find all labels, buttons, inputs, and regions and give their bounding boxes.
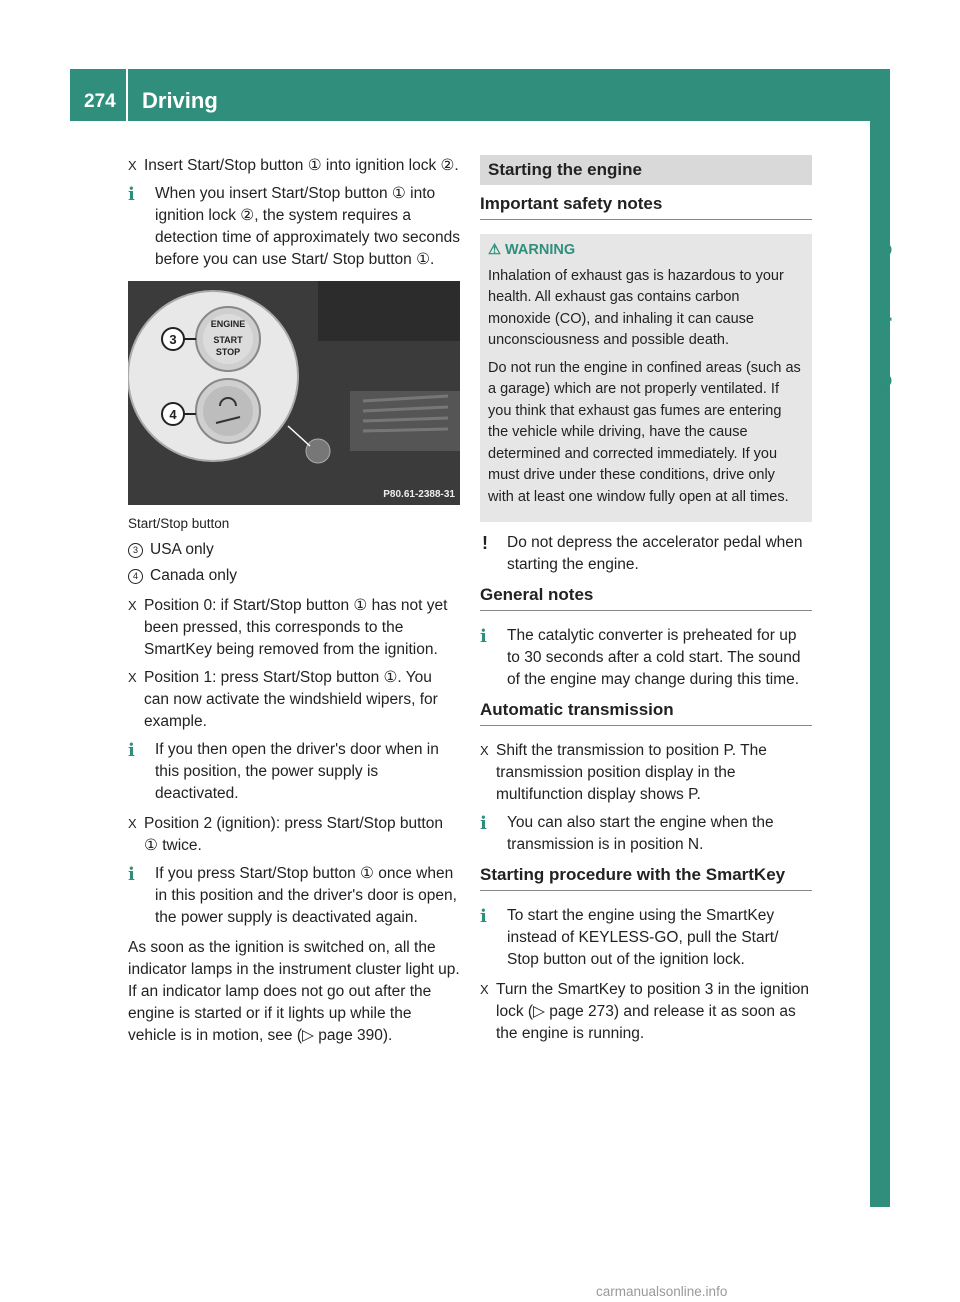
step-arrow-icon: X: [480, 982, 489, 997]
info-text: The catalytic converter is preheated for up to 30 seconds after a cold start. The sound of the engine may change during this time.: [507, 627, 801, 688]
side-tab-label: Driving and parking: [867, 242, 892, 450]
heading-automatic-transmission: Automatic transmission: [480, 699, 812, 726]
right-column: [480, 155, 812, 1051]
instruction-step: [480, 979, 812, 1045]
info-note: [128, 183, 460, 271]
stop-label: STOP: [215, 347, 241, 357]
step-arrow-icon: X: [128, 598, 137, 613]
step-arrow-icon: X: [480, 743, 489, 758]
caution-note: [480, 532, 812, 576]
step-arrow-icon: X: [128, 816, 137, 831]
step-text: Insert Start/Stop button ① into ignition lock ②.: [144, 157, 459, 174]
start-stop-photo: [128, 281, 460, 505]
warning-title-text: WARNING: [505, 242, 576, 258]
legend-item-3: [128, 539, 460, 561]
start-stop-figure: [128, 281, 460, 505]
info-text: You can also start the engine when the transmission is in position N.: [507, 814, 774, 853]
callout-3: 3: [169, 332, 177, 347]
step-text: Position 1: press Start/Stop button ①. You can now activate the windshield wipers, for example.: [144, 669, 438, 730]
info-text: If you press Start/Stop button ① once when in this position and the driver's door is open, the power supply is deactivated again.: [155, 865, 457, 926]
engine-label: ENGINE: [210, 319, 246, 329]
section-title: Driving: [142, 88, 218, 113]
info-icon: i: [128, 740, 135, 761]
legend-text: USA only: [150, 541, 214, 558]
header-divider: [126, 69, 128, 121]
legend-item-4: [128, 565, 460, 587]
page-number: 274: [84, 91, 116, 112]
instruction-step: [480, 740, 812, 806]
watermark-link[interactable]: carmanualsonline.info: [596, 1284, 728, 1299]
instruction-step: [128, 813, 460, 857]
warning-paragraph: Inhalation of exhaust gas is hazardous to your health. All exhaust gas contains carbon monoxide (CO), and inhaling it can cause unconsciousness and possible death.: [488, 267, 784, 348]
info-text: To start the engine using the SmartKey instead of KEYLESS-GO, pull the Start/ Stop button out of the ignition lock.: [507, 907, 779, 968]
step-text: Shift the transmission to position P. The transmission position display in the multifunction display shows P.: [496, 742, 767, 803]
info-note: [480, 625, 812, 691]
heading-safety-notes: Important safety notes: [480, 193, 812, 220]
info-note: [480, 905, 812, 971]
left-column: [128, 155, 460, 1055]
heading-general-notes: General notes: [480, 584, 812, 611]
callout-circle-icon: 3: [128, 543, 143, 558]
figure-code: P80.61-2388-31: [383, 489, 455, 500]
body-paragraph: As soon as the ignition is switched on, all the indicator lamps in the instrument cluster light up. If an indicator lamp does not go out after the engine is started or if it lights up while the vehicle is in motion, see (▷ page 390).: [128, 939, 460, 1044]
callout-circle-icon: 4: [128, 569, 143, 584]
figure-caption: Start/Stop button: [128, 516, 230, 531]
info-icon: i: [128, 184, 135, 205]
callout-4: 4: [169, 407, 177, 422]
step-arrow-icon: X: [128, 670, 137, 685]
info-icon: i: [128, 864, 135, 885]
instruction-step: [128, 595, 460, 661]
step-text: Turn the SmartKey to position 3 in the ignition lock (▷ page 273) and release it as soon as the engine is running.: [496, 981, 810, 1042]
section-bar-title: Starting the engine: [480, 155, 812, 185]
info-text: When you insert Start/Stop button ① into ignition lock ②, the system requires a detection time of approximately two seconds before you can use Start/ Stop button ①.: [155, 185, 460, 268]
legend-text: Canada only: [150, 567, 238, 584]
info-text: If you then open the driver's door when in this position, the power supply is deactivated.: [155, 741, 439, 802]
info-icon: i: [480, 626, 487, 647]
step-text: Position 2 (ignition): press Start/Stop button ① twice.: [144, 815, 443, 854]
caution-text: Do not depress the accelerator pedal when starting the engine.: [507, 534, 803, 573]
warning-box: [480, 234, 812, 522]
info-note: [128, 739, 460, 805]
heading-smartkey-procedure: Starting procedure with the SmartKey: [480, 864, 812, 891]
instruction-step: [128, 155, 460, 177]
step-arrow-icon: X: [128, 158, 137, 173]
exclamation-icon: !: [482, 533, 488, 553]
info-icon: i: [480, 906, 487, 927]
page-header: [70, 69, 890, 121]
info-note: [480, 812, 812, 856]
info-icon: i: [480, 813, 487, 834]
step-text: Position 0: if Start/Stop button ① has not yet been pressed, this corresponds to the SmartKey being removed from the ignition.: [144, 597, 448, 658]
instruction-step: [128, 667, 460, 733]
start-label: START: [213, 335, 243, 345]
warning-paragraph: Do not run the engine in confined areas (such as a garage) which are not properly ventilated. If you think that exhaust gas fumes are entering the vehicle while driving, have the cause determined and corrected immediately. If you must drive under these conditions, drive only with at least one window fully open at all times.: [488, 359, 801, 505]
warning-title: [488, 240, 804, 262]
warning-icon: ⚠: [488, 242, 501, 258]
info-note: [128, 863, 460, 929]
